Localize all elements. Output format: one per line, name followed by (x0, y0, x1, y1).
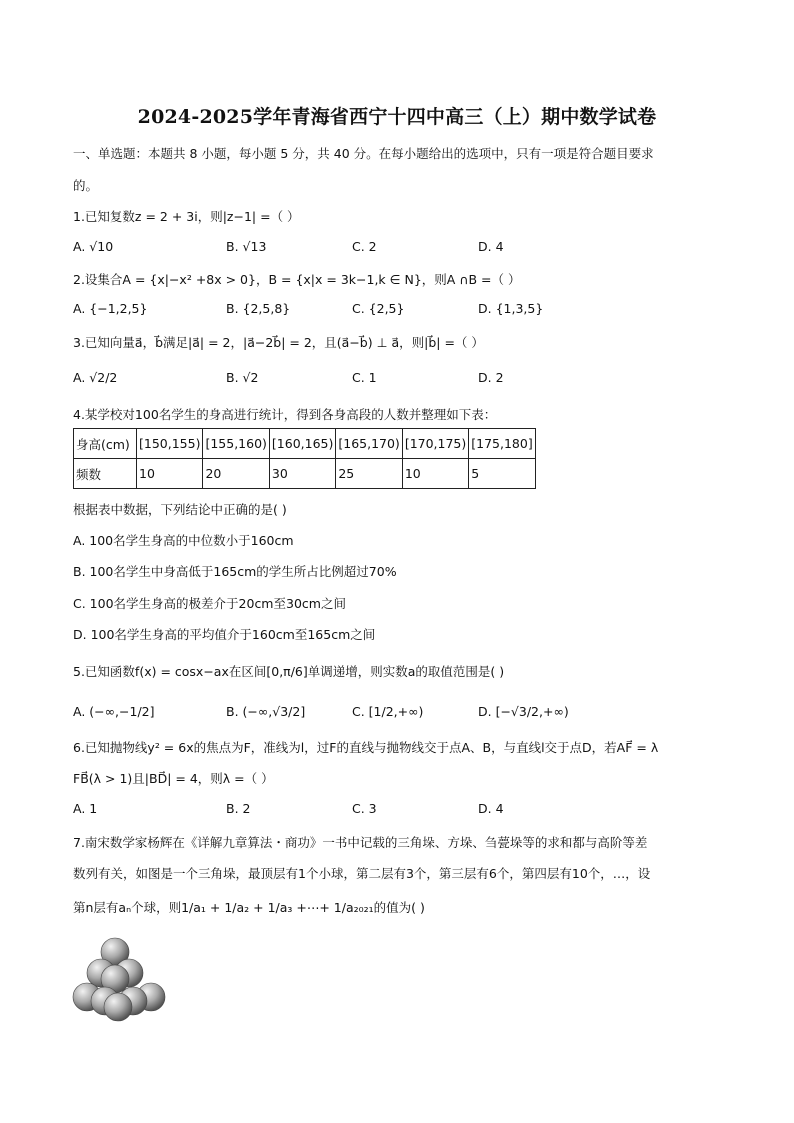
question-6-stem-line2: FB⃗(λ > 1)且|BD⃗| = 4，则λ =（ ） (73, 771, 274, 786)
table-cell: [150,155) (137, 429, 203, 459)
table-cell: 身高(cm) (74, 429, 137, 459)
question-3-stem: 3.已知向量a⃗，b⃗满足|a⃗| = 2，|a⃗−2b⃗| = 2，且(a⃗−b⃗) ⊥ a⃗，则|b⃗| =（ ） (73, 335, 484, 350)
q4-option-c: C. 100名学生身高的极差介于20cm至30cm之间 (73, 596, 346, 611)
question-7-stem-line1: 7.南宋数学家杨辉在《详解九章算法・商功》一书中记载的三角垛、方垛、刍甍垛等的求和都与高阶等差 (73, 835, 648, 850)
table-cell: 10 (402, 459, 468, 489)
q6-option-d: D. 4 (478, 801, 504, 816)
table-cell: [175,180] (469, 429, 535, 459)
q3-option-d: D. 2 (478, 370, 504, 385)
page-title: 2024-2025学年青海省西宁十四中高三（上）期中数学试卷 (137, 106, 657, 128)
table-cell: [160,165) (269, 429, 335, 459)
q4-option-d: D. 100名学生身高的平均值介于160cm至165cm之间 (73, 627, 376, 642)
question-2-stem: 2.设集合A = {x|−x² +8x > 0}，B = {x|x = 3k−1,k ∈ N}，则A ∩B =（ ） (73, 272, 521, 287)
table-row (74, 459, 536, 489)
q2-option-a: A. {−1,2,5} (73, 301, 148, 316)
question-5-stem: 5.已知函数f(x) = cosx−ax在区间[0,π/6]单调递增，则实数a的取值范围是( ) (73, 664, 505, 679)
q5-option-c: C. [1/2,+∞) (352, 704, 424, 719)
question-7-stem-line2: 数列有关，如图是一个三角垛，最顶层有1个小球，第二层有3个，第三层有6个，第四层有10个，…，设 (73, 866, 651, 881)
table-row (74, 429, 536, 459)
q1-option-b: B. √13 (226, 239, 267, 254)
table-cell: 频数 (74, 459, 137, 489)
q3-option-c: C. 1 (352, 370, 377, 385)
q6-option-c: C. 3 (352, 801, 377, 816)
question-4-stem: 4.某学校对100名学生的身高进行统计，得到各身高段的人数并整理如下表： (73, 407, 497, 422)
table-cell: 25 (336, 459, 402, 489)
table-cell: [165,170) (336, 429, 402, 459)
q2-option-c: C. {2,5} (352, 301, 405, 316)
q6-option-b: B. 2 (226, 801, 251, 816)
section-instructions-line1: 一、单选题：本题共 8 小题，每小题 5 分，共 40 分。在每小题给出的选项中，只有一项是符合题目要求 (73, 146, 654, 161)
table-cell: 5 (469, 459, 535, 489)
table-cell: 10 (137, 459, 203, 489)
table-cell: [155,160) (203, 429, 269, 459)
triangular-ball-stack-figure (70, 935, 170, 1025)
q4-option-b: B. 100名学生中身高低于165cm的学生所占比例超过70% (73, 564, 397, 579)
q1-option-d: D. 4 (478, 239, 504, 254)
table-cell: 30 (269, 459, 335, 489)
q6-option-a: A. 1 (73, 801, 98, 816)
question-7-stem-line3: 第n层有aₙ个球，则1/a₁ + 1/a₂ + 1/a₃ +⋯+ 1/a₂₀₂₁的值为( ) (73, 900, 425, 915)
q4-option-a: A. 100名学生身高的中位数小于160cm (73, 533, 294, 548)
table-cell: [170,175) (402, 429, 468, 459)
ball (104, 993, 132, 1021)
table-cell: 20 (203, 459, 269, 489)
q1-option-a: A. √10 (73, 239, 114, 254)
q2-option-b: B. {2,5,8} (226, 301, 291, 316)
question-1-stem: 1.已知复数z = 2 + 3i，则|z−1| =（ ） (73, 209, 300, 224)
q3-option-b: B. √2 (226, 370, 259, 385)
question-6-stem-line1: 6.已知抛物线y² = 6x的焦点为F，准线为l，过F的直线与抛物线交于点A、B，与直线l交于点D，若AF⃗ = λ (73, 740, 659, 755)
q5-option-d: D. [−√3/2,+∞) (478, 704, 569, 719)
q3-option-a: A. √2/2 (73, 370, 118, 385)
q5-option-b: B. (−∞,√3/2] (226, 704, 306, 719)
height-frequency-table (73, 428, 536, 489)
q2-option-d: D. {1,3,5} (478, 301, 544, 316)
question-4-prompt: 根据表中数据，下列结论中正确的是( ) (73, 502, 287, 517)
q5-option-a: A. (−∞,−1/2] (73, 704, 155, 719)
section-instructions-line2: 的。 (73, 178, 99, 193)
q1-option-c: C. 2 (352, 239, 377, 254)
